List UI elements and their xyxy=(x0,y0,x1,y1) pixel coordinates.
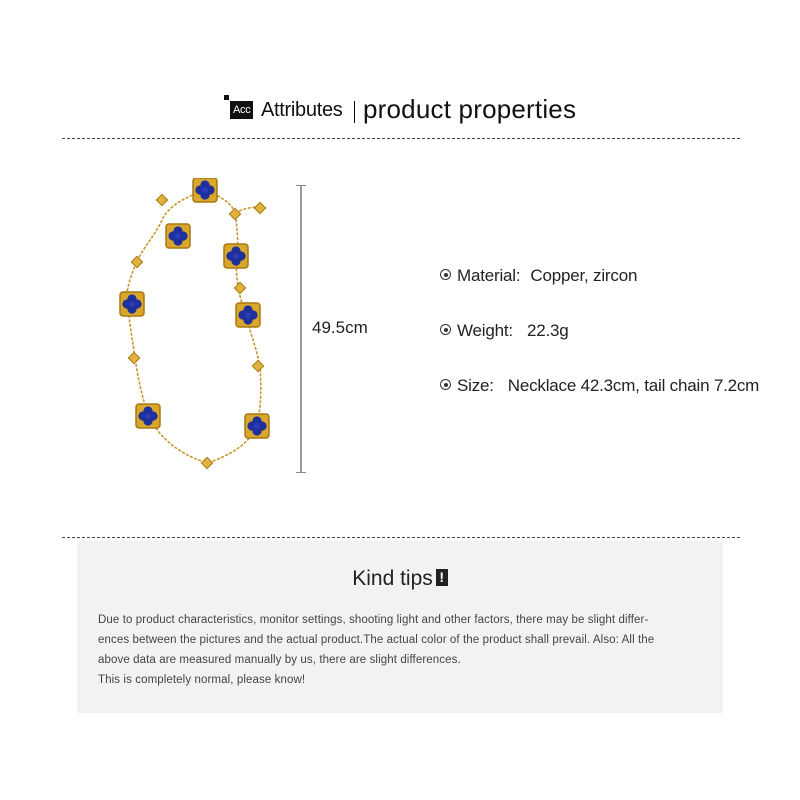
length-measurement: 49.5cm xyxy=(312,318,368,337)
kind-tips-text xyxy=(98,610,710,690)
spec-weight xyxy=(440,321,568,341)
kind-tips-heading: Kind tips xyxy=(352,567,433,590)
necklace-product-image xyxy=(110,178,300,483)
spec-value: Copper, zircon xyxy=(530,266,638,285)
spec-size xyxy=(440,376,759,396)
spec-label: Weight: xyxy=(457,321,513,340)
spec-value: 22.3g xyxy=(526,321,569,340)
header-separator xyxy=(354,101,355,123)
spec-material xyxy=(440,266,637,286)
kind-tips-panel xyxy=(77,541,723,713)
height-ruler xyxy=(296,185,306,473)
header-english-label: Attributes xyxy=(261,99,343,121)
section-header xyxy=(0,92,800,132)
header-dot-decoration xyxy=(224,95,229,100)
tips-line: This is completely normal, please know! xyxy=(98,674,306,686)
page-title: product properties xyxy=(363,94,577,124)
kind-tips-title xyxy=(77,567,723,591)
spec-value: Necklace 42.3cm, tail chain 7.2cm xyxy=(507,376,760,395)
spec-label: Size: xyxy=(457,376,494,395)
bullet-icon xyxy=(440,269,451,280)
tips-line: above data are measured manually by us, there are slight differences. xyxy=(98,654,461,666)
bullet-icon xyxy=(440,379,451,390)
tips-line: ences between the pictures and the actual product.The actual color of the product shall prevail. Also: All the xyxy=(98,634,655,646)
dashed-divider-middle xyxy=(62,537,740,538)
tips-line: Due to product characteristics, monitor settings, shooting light and other factors, there may be slight differ- xyxy=(98,614,649,626)
header-tag-box: Acc xyxy=(230,101,253,119)
spec-label: Material: xyxy=(457,266,521,285)
dashed-divider-top xyxy=(62,138,740,139)
bullet-icon xyxy=(440,324,451,335)
exclamation-icon: ! xyxy=(436,569,448,586)
